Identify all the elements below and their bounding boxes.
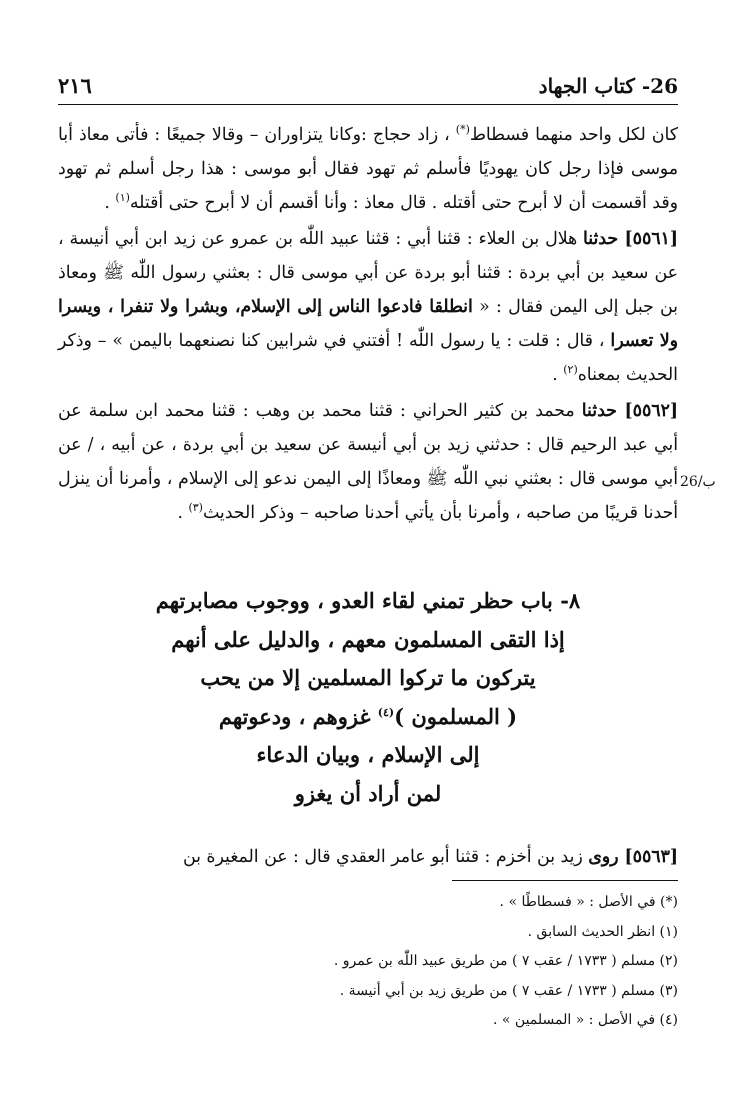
footnote-mark: (*) <box>455 123 470 137</box>
page-number: ٢١٦ <box>58 73 92 98</box>
footnote-mark: (٤) <box>377 705 395 719</box>
footnotes <box>58 888 678 1036</box>
page-header <box>58 62 678 98</box>
footnote-mark: (١) <box>115 191 130 205</box>
hadith-lead: روى <box>588 847 625 867</box>
footnote-mark: (٢) <box>563 363 578 377</box>
footnote-mark: (٣) <box>188 501 203 515</box>
main-text <box>58 118 678 530</box>
chapter-heading <box>58 582 678 813</box>
chapter-line: يتركون ما تركوا المسلمين إلا من يحب <box>200 665 536 690</box>
hadith-lead: حدثنا <box>583 229 625 249</box>
chapter-line: ٨- باب حظر تمني لقاء العدو ، ووجوب مصابرتهم <box>155 588 581 613</box>
footnote-rule <box>452 880 678 881</box>
footnote: (٣) مسلم ( ١٧٣٣ / عقب ٧ ) من طريق زيد بن أبي أنيسة . <box>339 982 678 999</box>
chapter-line: إذا التقى المسلمون معهم ، والدليل على أنهم <box>171 626 565 652</box>
chapter-line-part: ( المسلمون ) <box>394 703 518 729</box>
hadith-lead: حدثنا <box>581 401 625 421</box>
hadith-5561 <box>58 222 678 392</box>
chapter-line <box>58 698 678 737</box>
header-rule <box>58 104 678 105</box>
margin-reference: 26/ب <box>680 474 716 490</box>
running-title: 26- كتاب الجهاد <box>538 74 678 98</box>
intro-paragraph <box>58 118 678 220</box>
hadith-number: [٥٥٦١] <box>624 229 678 249</box>
footnote: (١) انظر الحديث السابق . <box>527 923 678 940</box>
footnote: (٢) مسلم ( ١٧٣٣ / عقب ٧ ) من طريق عبيد اللّٰه بن عمرو . <box>333 953 678 969</box>
hadith-text: زيد بن أخزم : قثنا أبو عامر العقدي قال : عن المغيرة بن <box>182 847 589 867</box>
footnote: (*) في الأصل : « فسطاطًا » . <box>499 894 678 910</box>
hadith-text-b: ، قال : قلت : يا رسول اللّٰه ! أفتني في شرابين كنا نصنعهما باليمن » – وذكر الحديث بمعناه <box>58 331 678 385</box>
hadith-text-c: . <box>552 365 564 385</box>
chapter-line-part: غزوهم ، ودعوتهم <box>218 703 378 729</box>
intro-text-b: ، زاد حجاج :وكانا يتزاوران – وقالا جميعًا : فأتى معاذ أبا موسى فإذا رجل كان يهوديًا فأسلم ثم تهود فقال أبو موسى : هذا رجل أسلم ثم تهود وقد أقسمت أن لا أبرح حتى أقتله . قال معاذ : وأنا أقسم أن لا أبرح حتى أقتله <box>58 125 678 213</box>
hadith-text-a: محمد بن كثير الحراني : قثنا محمد بن وهب : قثنا محمد ابن سلمة عن أبي عبد الرحيم قال : حدثني زيد بن أبي أنيسة عن سعيد بن أبي بردة ، عن أبيه ، / عن أبي موسى قال : بعثني نبي اللّٰه ﷺ ومعاذًا إلى اليمن ندعو إلى الإسلام ، وأمرنا أن ينزل أحدنا قريبًا من صاحبه ، وأمرنا بأن يأتي أحدنا صاحبه – وذكر الحديث <box>58 401 678 523</box>
hadith-text-b: . <box>177 503 189 523</box>
footnote: (٤) في الأصل : « المسلمين » . <box>493 1012 678 1028</box>
chapter-line: إلى الإسلام ، وبيان الدعاء <box>256 742 480 767</box>
intro-text-a: كان لكل واحد منهما فسطاط <box>469 125 678 145</box>
chapter-line: لمن أراد أن يغزو <box>294 780 442 806</box>
prophetic-saying: انطلقا فادعوا الناس إلى الإسلام، وبشرا ولا تنفرا ، ويسرا ولا تعسرا <box>58 297 678 351</box>
hadith-text-a: هلال بن العلاء : قثنا أبي : قثنا عبيد اللّٰه بن عمرو عن زيد ابن أبي أنيسة ، عن سعيد بن أبي بردة : قثنا أبو بردة عن أبي موسى قال : بعثني رسول اللّٰه ﷺ ومعاذ بن جبل إلى اليمن فقال : « <box>58 229 678 317</box>
hadith-number: [٥٥٦٣] <box>624 847 678 867</box>
hadith-5563 <box>58 840 678 874</box>
hadith-number: [٥٥٦٢] <box>624 401 678 421</box>
intro-text-c: . <box>104 193 116 213</box>
hadith-5562 <box>58 394 678 530</box>
